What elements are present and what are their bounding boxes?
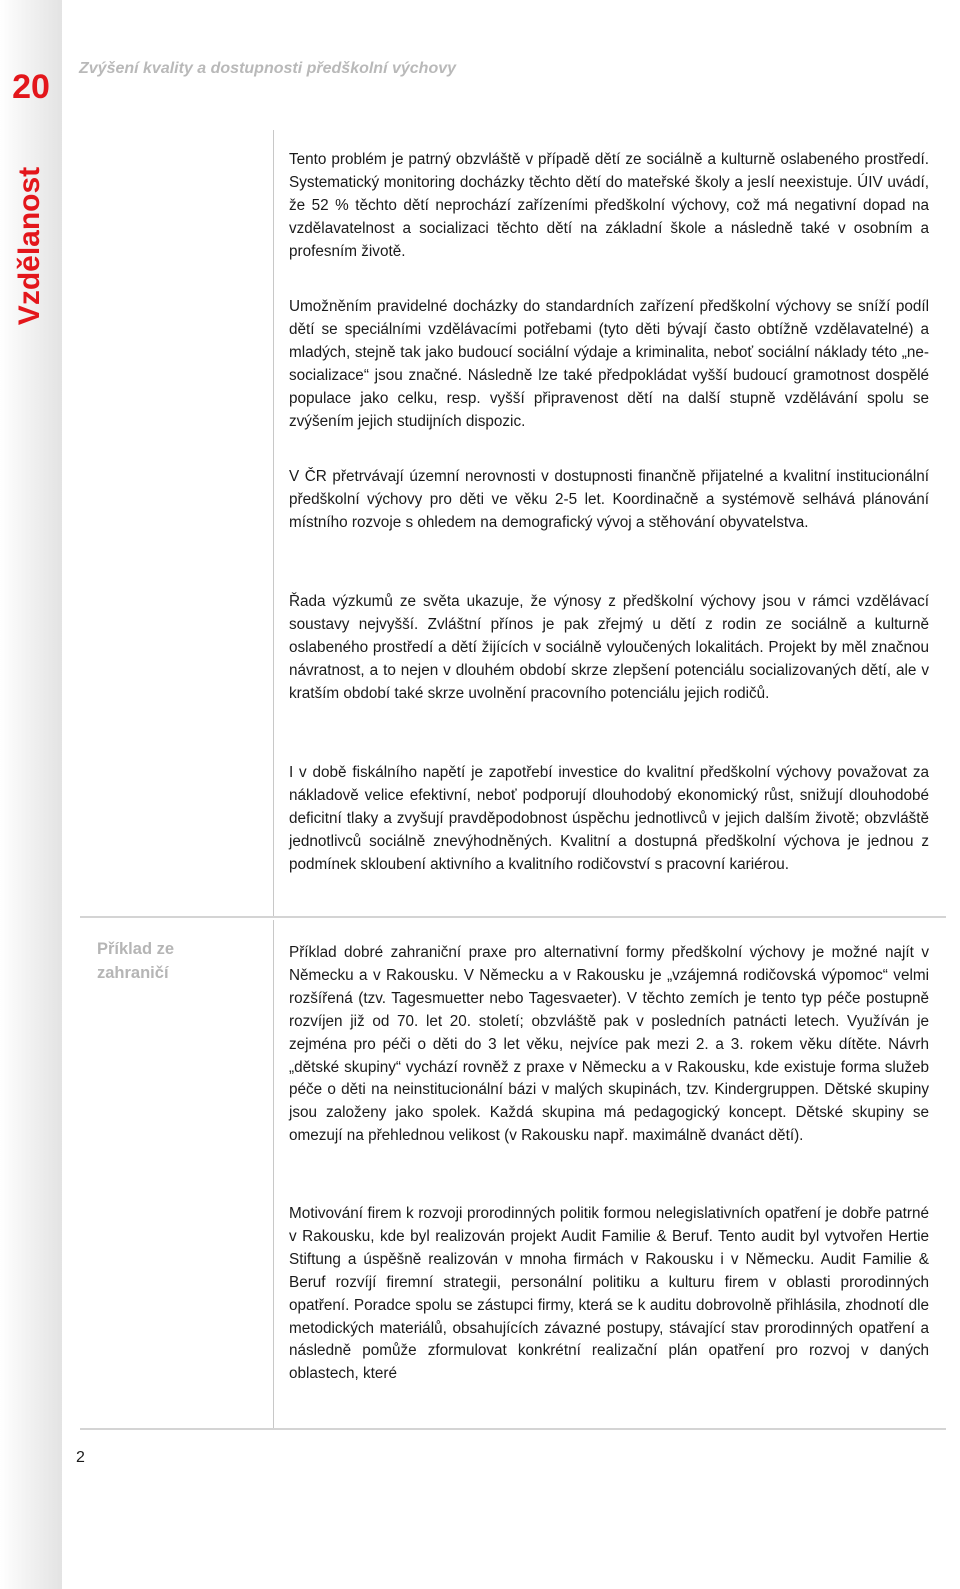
body-paragraph: I v době fiskálního napětí je zapotřebí investice do kvalitní předškolní výchovy považovat za nákladově velice efektivní, neboť podporují dlouhodobý ekonomický růst, snižují dlouhodobé deficitní tlaky a zvyšují pravděpodobnost úspěchu jednotlivců v jejich dalším životě; obzvláště jednotlivců sociálně znevýhodněných. Kvalitní a dostupná předškolní výchova je jednou z podmínek skloubení aktivního a kvalitního rodičovství s pracovní kariérou.	[289, 764, 929, 873]
section-vertical-label: Vzdělanost	[13, 166, 46, 326]
chapter-number: 20	[12, 68, 50, 106]
example-section-label: Příklad ze zahraničí	[97, 940, 175, 982]
section-separator	[80, 916, 946, 918]
body-paragraph: V ČR přetrvávají územní nerovnosti v dostupnosti finančně přijatelné a kvalitní institucionální předškolní výchovy pro děti ve věku 2-5 let. Koordinačně a systémově selhává plánování místního rozvoje s ohledem na demografický vývoj a stěhování obyvatelstva.	[289, 468, 929, 531]
column-divider	[273, 130, 274, 916]
body-paragraph: Umožněním pravidelné docházky do standardních zařízení předškolní výchovy se sníží podíl dětí se speciálními vzdělávacími potřebami (tyto děti bývají často obtížně vzdělavatelné) a mladých, stejně tak jako budoucí sociální výdaje a kriminalita, neboť sociální náklady této „ne-socializace“ jsou značné. Následně lze také předpokládat vyšší budoucí gramotnost dospělé populace jako celku, resp. vyšší připravenost dětí na další stupně vzdělávání spolu se zvýšením jejich studijních dispozic.	[289, 298, 929, 430]
example-paragraph: Motivování firem k rozvoji prorodinných politik formou nelegislativních opatření je dobře patrné v Rakousku, kde byl realizován projekt Audit Familie & Beruf. Tento audit byl vytvořen Hertie Stiftung a úspěšně realizován v mnoha firmách v Rakousku i v Německu. Audit Familie & Beruf rozvíjí firemní strategii, personální politiku a kulturu firem v oblasti prorodinných opatření. Poradce spolu se zástupci firmy, která se k auditu dobrovolně přihlásila, zhodnotí dle metodických materiálů, obsahujících závazné postupy, stávající stav prorodinných opatření a následně pomůže zformulovat konkrétní realizační plán opatření pro rozvoj v daných oblastech, které	[289, 1205, 929, 1383]
body-paragraph: Tento problém je patrný obzvláště v případě dětí ze sociálně a kulturně oslabeného prostředí. Systematický monitoring docházky těchto dětí do mateřské školy a jeslí neexistuje. ÚIV uvádí, že 52 % těchto dětí neprochází zařízeními předškolní výchovy, což má negativní dopad na vzdělavatelnost a socializaci těchto dětí na základní škole a následně také v osobním a profesním životě.	[289, 151, 929, 260]
page-number: 2	[76, 1449, 85, 1466]
section-separator	[80, 1428, 946, 1430]
body-paragraph: Řada výzkumů ze světa ukazuje, že výnosy z předškolní výchovy jsou v rámci vzdělávací soustavy nejvyšší. Zvláštní přínos je pak zřejmý u dětí z rodin ze sociálně a kulturně oslabeného prostředí a dětí žijících v sociálně vyloučených lokalitách. Projekt by měl značnou návratnost, a to nejen v dlouhém období skrze zlepšení potenciálu socializovaných dětí, ale v kratším období také skrze uvolnění pracovního potenciálu jejich rodičů.	[289, 593, 929, 702]
column-divider	[273, 920, 274, 1428]
page-header-title: Zvýšení kvality a dostupnosti předškolní výchovy	[79, 60, 457, 77]
example-paragraph: Příklad dobré zahraniční praxe pro alternativní formy předškolní výchovy je možné najít v Německu a v Rakousku. V Německu a v Rakousku je „vzájemná rodičovská výpomoc“ velmi rozšířená (tzv. Tagesmuetter nebo Tagesvaeter). V těchto zemích je tento typ péče postupně rozvíjen již od 70. let 20. století; obzvláště pak v posledních patnácti letech. Využíván je zejména pro péči o děti do 3 let věku, nejvíce pak mezi 2. a 3. rokem věku dítěte. Návrh „dětské skupiny“ vychází rovněž z praxe v Německu a v Rakousku, kde existuje forma služeb péče o děti na neinstitucionální bázi v malých skupinách, tzv. Kindergruppen. Dětské skupiny jsou založeny jako spolek. Každá skupina má pedagogický koncept. Dětské skupiny se omezují na přehlednou velikost (v Rakousku např. maximálně dvanáct dětí).	[289, 944, 929, 1145]
